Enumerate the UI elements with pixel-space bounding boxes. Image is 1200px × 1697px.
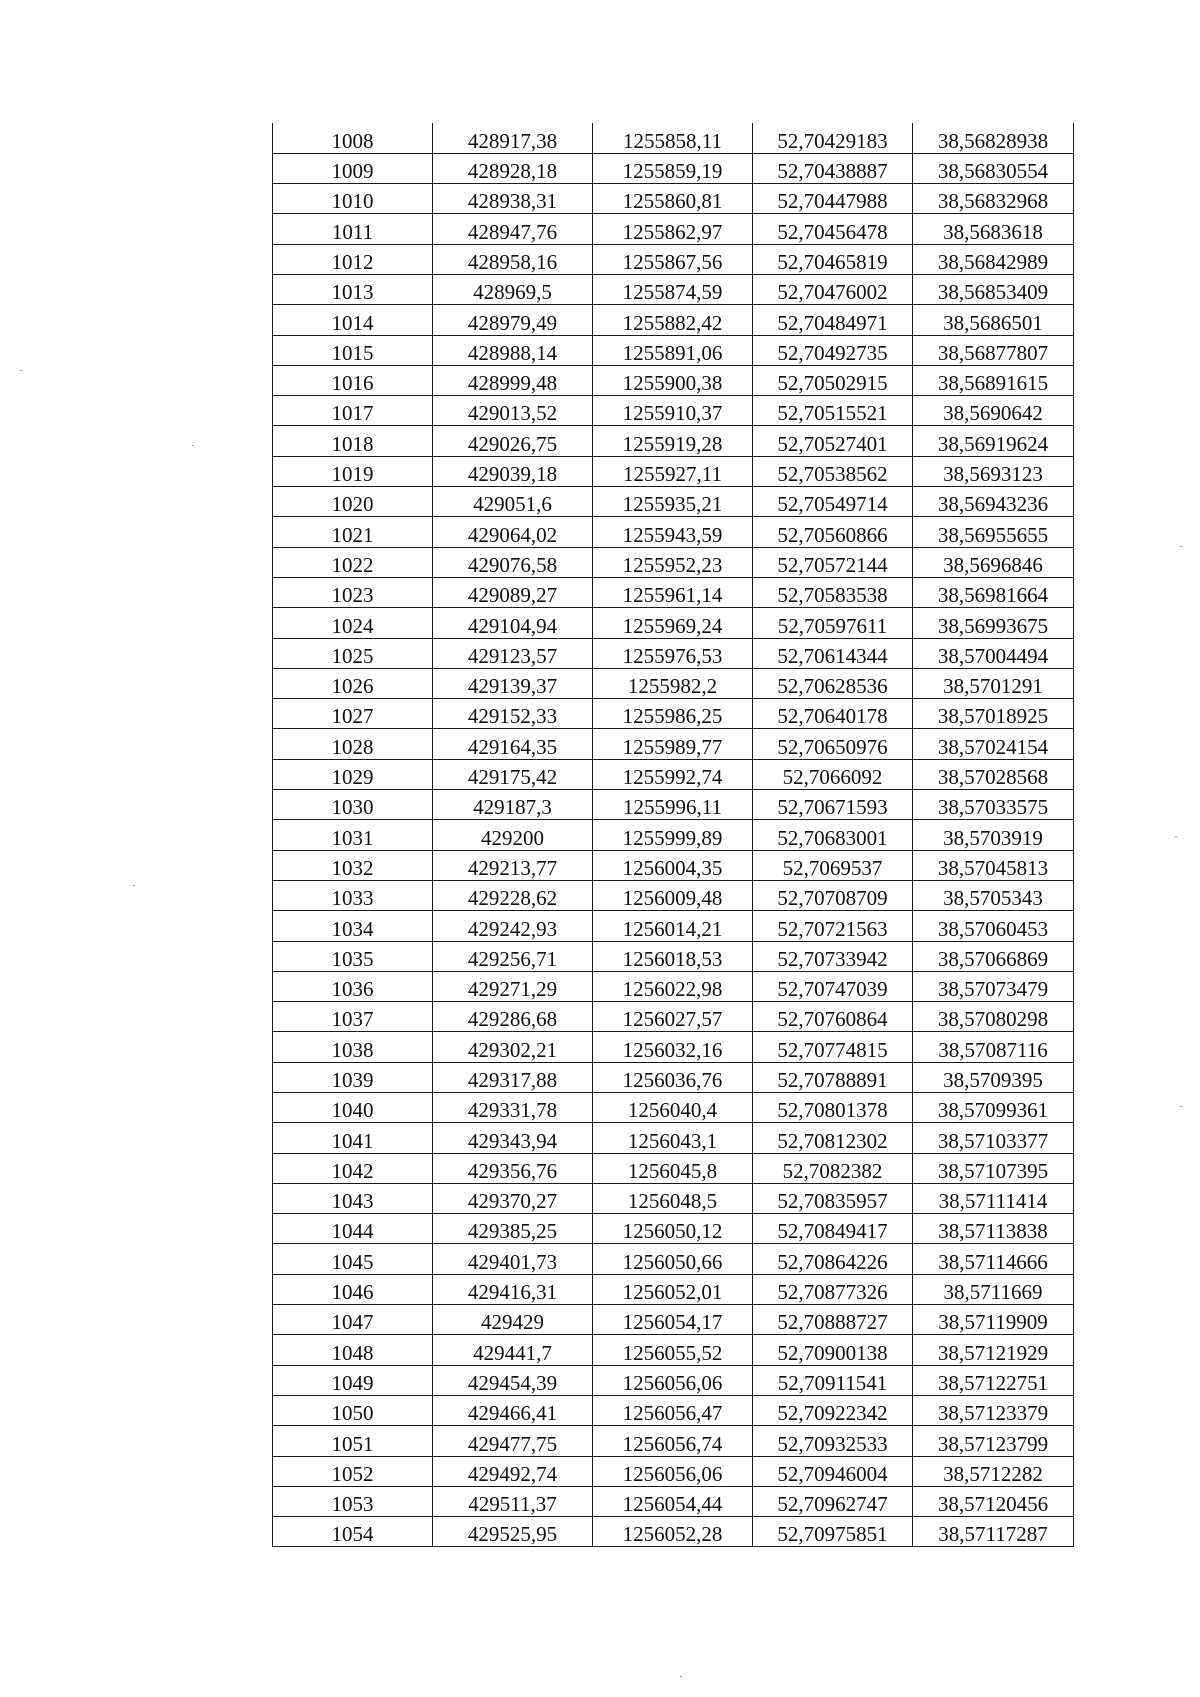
x-coordinate-cell: 429454,39 [433,1365,593,1395]
longitude-cell: 38,56830554 [913,153,1074,183]
table-row [273,1274,1074,1304]
y-coordinate-cell: 1255858,11 [593,123,753,153]
y-coordinate-cell: 1256055,52 [593,1335,753,1365]
latitude-cell: 52,70877326 [753,1274,913,1304]
longitude-cell: 38,57080298 [913,1002,1074,1032]
table-row [273,911,1074,941]
latitude-cell: 52,70447988 [753,184,913,214]
y-coordinate-cell: 1255999,89 [593,820,753,850]
longitude-cell: 38,5701291 [913,668,1074,698]
y-coordinate-cell: 1256004,35 [593,850,753,880]
longitude-cell: 38,56955655 [913,517,1074,547]
x-coordinate-cell: 429200 [433,820,593,850]
point-number-cell: 1044 [273,1214,433,1244]
latitude-cell: 52,70549714 [753,487,913,517]
longitude-cell: 38,57111414 [913,1183,1074,1213]
y-coordinate-cell: 1256009,48 [593,880,753,910]
table-row [273,941,1074,971]
x-coordinate-cell: 428958,16 [433,244,593,274]
x-coordinate-cell: 429343,94 [433,1123,593,1153]
latitude-cell: 52,70515521 [753,396,913,426]
point-number-cell: 1026 [273,668,433,698]
x-coordinate-cell: 429039,18 [433,456,593,486]
y-coordinate-cell: 1256054,44 [593,1486,753,1516]
longitude-cell: 38,5690642 [913,396,1074,426]
table-row [273,971,1074,1001]
point-number-cell: 1021 [273,517,433,547]
longitude-cell: 38,57066869 [913,941,1074,971]
y-coordinate-cell: 1256032,16 [593,1032,753,1062]
latitude-cell: 52,70683001 [753,820,913,850]
longitude-cell: 38,5683618 [913,214,1074,244]
table-row [273,274,1074,304]
latitude-cell: 52,70721563 [753,911,913,941]
point-number-cell: 1052 [273,1456,433,1486]
coordinates-table [272,123,1074,1547]
latitude-cell: 52,70583538 [753,577,913,607]
latitude-cell: 52,70502915 [753,365,913,395]
latitude-cell: 52,70465819 [753,244,913,274]
y-coordinate-cell: 1255859,19 [593,153,753,183]
y-coordinate-cell: 1256018,53 [593,941,753,971]
longitude-cell: 38,5703919 [913,820,1074,850]
y-coordinate-cell: 1256036,76 [593,1062,753,1092]
table-row [273,335,1074,365]
y-coordinate-cell: 1255862,97 [593,214,753,244]
table-row [273,1214,1074,1244]
latitude-cell: 52,70946004 [753,1456,913,1486]
x-coordinate-cell: 429256,71 [433,941,593,971]
longitude-cell: 38,57114666 [913,1244,1074,1274]
point-number-cell: 1039 [273,1062,433,1092]
longitude-cell: 38,56981664 [913,577,1074,607]
x-coordinate-cell: 428947,76 [433,214,593,244]
longitude-cell: 38,56853409 [913,274,1074,304]
latitude-cell: 52,70628536 [753,668,913,698]
x-coordinate-cell: 429331,78 [433,1093,593,1123]
y-coordinate-cell: 1255943,59 [593,517,753,547]
x-coordinate-cell: 429466,41 [433,1395,593,1425]
point-number-cell: 1019 [273,456,433,486]
longitude-cell: 38,56842989 [913,244,1074,274]
y-coordinate-cell: 1256056,06 [593,1365,753,1395]
table-row [273,1123,1074,1153]
latitude-cell: 52,7069537 [753,850,913,880]
latitude-cell: 52,70671593 [753,790,913,820]
table-row [273,1093,1074,1123]
x-coordinate-cell: 428979,49 [433,305,593,335]
latitude-cell: 52,70932533 [753,1426,913,1456]
longitude-cell: 38,5693123 [913,456,1074,486]
x-coordinate-cell: 429525,95 [433,1517,593,1547]
table-row [273,1062,1074,1092]
point-number-cell: 1036 [273,971,433,1001]
y-coordinate-cell: 1255900,38 [593,365,753,395]
x-coordinate-cell: 429416,31 [433,1274,593,1304]
point-number-cell: 1024 [273,608,433,638]
point-number-cell: 1011 [273,214,433,244]
x-coordinate-cell: 428928,18 [433,153,593,183]
table-row [273,244,1074,274]
table-row [273,426,1074,456]
y-coordinate-cell: 1255919,28 [593,426,753,456]
table-row [273,1456,1074,1486]
point-number-cell: 1040 [273,1093,433,1123]
coordinates-table-body [273,123,1074,1547]
point-number-cell: 1047 [273,1305,433,1335]
point-number-cell: 1027 [273,699,433,729]
x-coordinate-cell: 429271,29 [433,971,593,1001]
table-row [273,1486,1074,1516]
longitude-cell: 38,57107395 [913,1153,1074,1183]
longitude-cell: 38,56891615 [913,365,1074,395]
latitude-cell: 52,70527401 [753,426,913,456]
longitude-cell: 38,57099361 [913,1093,1074,1123]
point-number-cell: 1054 [273,1517,433,1547]
latitude-cell: 52,70597611 [753,608,913,638]
y-coordinate-cell: 1256050,66 [593,1244,753,1274]
point-number-cell: 1016 [273,365,433,395]
table-row [273,1305,1074,1335]
latitude-cell: 52,70888727 [753,1305,913,1335]
point-number-cell: 1025 [273,638,433,668]
longitude-cell: 38,57123379 [913,1395,1074,1425]
x-coordinate-cell: 429242,93 [433,911,593,941]
table-row [273,1517,1074,1547]
latitude-cell: 52,70911541 [753,1365,913,1395]
point-number-cell: 1037 [273,1002,433,1032]
table-row [273,214,1074,244]
table-row [273,1335,1074,1365]
point-number-cell: 1017 [273,396,433,426]
longitude-cell: 38,56919624 [913,426,1074,456]
table-row [273,1365,1074,1395]
latitude-cell: 52,70864226 [753,1244,913,1274]
longitude-cell: 38,57119909 [913,1305,1074,1335]
latitude-cell: 52,70492735 [753,335,913,365]
point-number-cell: 1010 [273,184,433,214]
y-coordinate-cell: 1256050,12 [593,1214,753,1244]
longitude-cell: 38,57018925 [913,699,1074,729]
table-row [273,184,1074,214]
latitude-cell: 52,70614344 [753,638,913,668]
point-number-cell: 1045 [273,1244,433,1274]
scan-speck [680,1676,682,1677]
table-row [273,1153,1074,1183]
latitude-cell: 52,70572144 [753,547,913,577]
y-coordinate-cell: 1256022,98 [593,971,753,1001]
x-coordinate-cell: 429477,75 [433,1426,593,1456]
table-row [273,123,1074,153]
latitude-cell: 52,70538562 [753,456,913,486]
scan-speck [133,885,135,886]
point-number-cell: 1051 [273,1426,433,1456]
x-coordinate-cell: 429370,27 [433,1183,593,1213]
table-row [273,608,1074,638]
latitude-cell: 52,70708709 [753,880,913,910]
latitude-cell: 52,70774815 [753,1032,913,1062]
table-row [273,153,1074,183]
point-number-cell: 1049 [273,1365,433,1395]
y-coordinate-cell: 1255976,53 [593,638,753,668]
point-number-cell: 1018 [273,426,433,456]
x-coordinate-cell: 429123,57 [433,638,593,668]
x-coordinate-cell: 429286,68 [433,1002,593,1032]
table-row [273,547,1074,577]
point-number-cell: 1034 [273,911,433,941]
longitude-cell: 38,57113838 [913,1214,1074,1244]
longitude-cell: 38,5711669 [913,1274,1074,1304]
latitude-cell: 52,70733942 [753,941,913,971]
table-row [273,880,1074,910]
table-row [273,365,1074,395]
point-number-cell: 1012 [273,244,433,274]
point-number-cell: 1042 [273,1153,433,1183]
table-row [273,820,1074,850]
table-row [273,790,1074,820]
point-number-cell: 1050 [273,1395,433,1425]
longitude-cell: 38,57123799 [913,1426,1074,1456]
latitude-cell: 52,70975851 [753,1517,913,1547]
y-coordinate-cell: 1256045,8 [593,1153,753,1183]
scan-speck [1175,836,1177,837]
longitude-cell: 38,56877807 [913,335,1074,365]
latitude-cell: 52,70760864 [753,1002,913,1032]
latitude-cell: 52,70438887 [753,153,913,183]
y-coordinate-cell: 1255935,21 [593,487,753,517]
longitude-cell: 38,57117287 [913,1517,1074,1547]
scan-speck [192,445,194,446]
table-row [273,517,1074,547]
point-number-cell: 1023 [273,577,433,607]
table-row [273,396,1074,426]
point-number-cell: 1031 [273,820,433,850]
latitude-cell: 52,70429183 [753,123,913,153]
x-coordinate-cell: 429164,35 [433,729,593,759]
x-coordinate-cell: 428988,14 [433,335,593,365]
point-number-cell: 1020 [273,487,433,517]
longitude-cell: 38,57120456 [913,1486,1074,1516]
point-number-cell: 1014 [273,305,433,335]
y-coordinate-cell: 1255891,06 [593,335,753,365]
table-row [273,1183,1074,1213]
longitude-cell: 38,57024154 [913,729,1074,759]
y-coordinate-cell: 1255927,11 [593,456,753,486]
latitude-cell: 52,7066092 [753,759,913,789]
x-coordinate-cell: 429511,37 [433,1486,593,1516]
latitude-cell: 52,70640178 [753,699,913,729]
y-coordinate-cell: 1255996,11 [593,790,753,820]
point-number-cell: 1029 [273,759,433,789]
y-coordinate-cell: 1255882,42 [593,305,753,335]
point-number-cell: 1028 [273,729,433,759]
x-coordinate-cell: 429385,25 [433,1214,593,1244]
x-coordinate-cell: 429492,74 [433,1456,593,1486]
x-coordinate-cell: 428938,31 [433,184,593,214]
x-coordinate-cell: 429187,3 [433,790,593,820]
y-coordinate-cell: 1256056,06 [593,1456,753,1486]
longitude-cell: 38,57028568 [913,759,1074,789]
point-number-cell: 1048 [273,1335,433,1365]
longitude-cell: 38,57004494 [913,638,1074,668]
latitude-cell: 52,70560866 [753,517,913,547]
point-number-cell: 1033 [273,880,433,910]
latitude-cell: 52,70849417 [753,1214,913,1244]
x-coordinate-cell: 429429 [433,1305,593,1335]
longitude-cell: 38,5709395 [913,1062,1074,1092]
latitude-cell: 52,70835957 [753,1183,913,1213]
latitude-cell: 52,70476002 [753,274,913,304]
y-coordinate-cell: 1255952,23 [593,547,753,577]
x-coordinate-cell: 429213,77 [433,850,593,880]
table-row [273,305,1074,335]
x-coordinate-cell: 429152,33 [433,699,593,729]
longitude-cell: 38,57073479 [913,971,1074,1001]
table-row [273,850,1074,880]
latitude-cell: 52,70801378 [753,1093,913,1123]
y-coordinate-cell: 1256048,5 [593,1183,753,1213]
y-coordinate-cell: 1256054,17 [593,1305,753,1335]
y-coordinate-cell: 1256043,1 [593,1123,753,1153]
y-coordinate-cell: 1255910,37 [593,396,753,426]
x-coordinate-cell: 429401,73 [433,1244,593,1274]
longitude-cell: 38,57045813 [913,850,1074,880]
y-coordinate-cell: 1256027,57 [593,1002,753,1032]
table-row [273,456,1074,486]
x-coordinate-cell: 429076,58 [433,547,593,577]
latitude-cell: 52,70900138 [753,1335,913,1365]
latitude-cell: 52,70922342 [753,1395,913,1425]
point-number-cell: 1022 [273,547,433,577]
point-number-cell: 1053 [273,1486,433,1516]
x-coordinate-cell: 429228,62 [433,880,593,910]
longitude-cell: 38,57087116 [913,1032,1074,1062]
latitude-cell: 52,70788891 [753,1062,913,1092]
y-coordinate-cell: 1255867,56 [593,244,753,274]
x-coordinate-cell: 429064,02 [433,517,593,547]
scan-speck [1180,546,1182,547]
point-number-cell: 1046 [273,1274,433,1304]
x-coordinate-cell: 429139,37 [433,668,593,698]
latitude-cell: 52,70484971 [753,305,913,335]
latitude-cell: 52,70812302 [753,1123,913,1153]
point-number-cell: 1030 [273,790,433,820]
y-coordinate-cell: 1255989,77 [593,729,753,759]
table-row [273,729,1074,759]
point-number-cell: 1038 [273,1032,433,1062]
y-coordinate-cell: 1255969,24 [593,608,753,638]
latitude-cell: 52,70747039 [753,971,913,1001]
x-coordinate-cell: 429026,75 [433,426,593,456]
y-coordinate-cell: 1256052,28 [593,1517,753,1547]
longitude-cell: 38,57121929 [913,1335,1074,1365]
longitude-cell: 38,57122751 [913,1365,1074,1395]
x-coordinate-cell: 429356,76 [433,1153,593,1183]
longitude-cell: 38,56832968 [913,184,1074,214]
table-row [273,638,1074,668]
latitude-cell: 52,7082382 [753,1153,913,1183]
point-number-cell: 1008 [273,123,433,153]
x-coordinate-cell: 429175,42 [433,759,593,789]
y-coordinate-cell: 1256014,21 [593,911,753,941]
y-coordinate-cell: 1255874,59 [593,274,753,304]
y-coordinate-cell: 1255992,74 [593,759,753,789]
table-row [273,1426,1074,1456]
table-row [273,487,1074,517]
longitude-cell: 38,5686501 [913,305,1074,335]
latitude-cell: 52,70456478 [753,214,913,244]
scan-speck [20,370,22,371]
longitude-cell: 38,56943236 [913,487,1074,517]
x-coordinate-cell: 429302,21 [433,1032,593,1062]
y-coordinate-cell: 1255982,2 [593,668,753,698]
x-coordinate-cell: 428969,5 [433,274,593,304]
table-row [273,699,1074,729]
longitude-cell: 38,5696846 [913,547,1074,577]
longitude-cell: 38,57033575 [913,790,1074,820]
y-coordinate-cell: 1256040,4 [593,1093,753,1123]
y-coordinate-cell: 1256056,47 [593,1395,753,1425]
point-number-cell: 1013 [273,274,433,304]
x-coordinate-cell: 429441,7 [433,1335,593,1365]
x-coordinate-cell: 428999,48 [433,365,593,395]
table-row [273,668,1074,698]
point-number-cell: 1032 [273,850,433,880]
table-row [273,577,1074,607]
table-row [273,759,1074,789]
x-coordinate-cell: 428917,38 [433,123,593,153]
point-number-cell: 1035 [273,941,433,971]
point-number-cell: 1009 [273,153,433,183]
y-coordinate-cell: 1255986,25 [593,699,753,729]
x-coordinate-cell: 429104,94 [433,608,593,638]
longitude-cell: 38,57103377 [913,1123,1074,1153]
longitude-cell: 38,56828938 [913,123,1074,153]
longitude-cell: 38,5705343 [913,880,1074,910]
latitude-cell: 52,70962747 [753,1486,913,1516]
y-coordinate-cell: 1256056,74 [593,1426,753,1456]
point-number-cell: 1015 [273,335,433,365]
point-number-cell: 1041 [273,1123,433,1153]
x-coordinate-cell: 429013,52 [433,396,593,426]
longitude-cell: 38,5712282 [913,1456,1074,1486]
scan-speck [1180,1106,1182,1107]
table-row [273,1244,1074,1274]
longitude-cell: 38,56993675 [913,608,1074,638]
y-coordinate-cell: 1256052,01 [593,1274,753,1304]
x-coordinate-cell: 429051,6 [433,487,593,517]
y-coordinate-cell: 1255961,14 [593,577,753,607]
x-coordinate-cell: 429089,27 [433,577,593,607]
point-number-cell: 1043 [273,1183,433,1213]
longitude-cell: 38,57060453 [913,911,1074,941]
latitude-cell: 52,70650976 [753,729,913,759]
table-row [273,1032,1074,1062]
y-coordinate-cell: 1255860,81 [593,184,753,214]
table-row [273,1395,1074,1425]
table-row [273,1002,1074,1032]
x-coordinate-cell: 429317,88 [433,1062,593,1092]
